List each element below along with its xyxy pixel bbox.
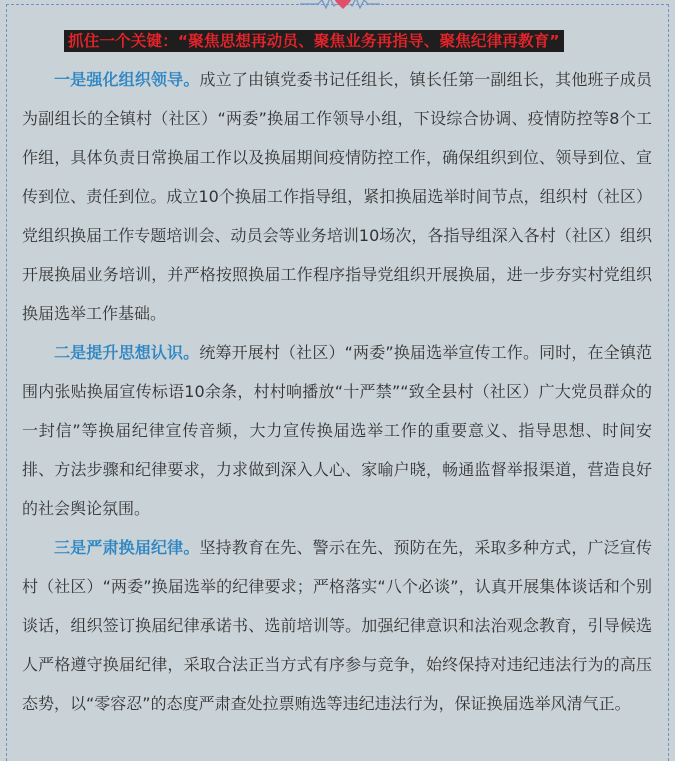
paragraph-organization [22,60,652,333]
paragraph-lead: 三是严肃换届纪律。 [54,538,200,557]
paragraph-discipline [22,528,652,723]
article-body [22,60,652,723]
paragraph-lead: 二是提升思想认识。 [54,343,200,362]
paragraph-lead: 一是强化组织领导。 [54,70,200,89]
paragraph-text: 坚持教育在先、警示在先、预防在先，采取多种方式，广泛宣传村（社区）“两委”换届选举的纪律要求；严格落实“八个必谈”，认真开展集体谈话和个别谈话，组织签订换届纪律承诺书、选前培训等。加强纪律意识和法治观念教育，引导候选人严格遵守换届纪律，采取合法正当方式有序参与竞争，始终保持对违纪违法行为的高压态势，以“零容忍”的态度严肃查处拉票贿选等违纪违法行为，保证换届选举风清气正。 [22,538,652,713]
heartbeat-heart-icon [0,0,675,10]
section-title: 抓住一个关键：“聚焦思想再动员、聚焦业务再指导、聚焦纪律再教育” [64,30,564,52]
paragraph-ideology [22,333,652,528]
paragraph-text: 统筹开展村（社区）“两委”换届选举宣传工作。同时，在全镇范围内张贴换届宣传标语10余条，村村响播放“十严禁”“致全县村（社区）广大党员群众的一封信”等换届纪律宣传音频，大力宣传换届选举工作的重要意义、指导思想、时间安排、方法步骤和纪律要求，力求做到深入人心、家喻户晓，畅通监督举报渠道，营造良好的社会舆论氛围。 [22,343,652,518]
paragraph-text: 成立了由镇党委书记任组长，镇长任第一副组长，其他班子成员为副组长的全镇村（社区）“两委”换届工作领导小组，下设综合协调、疫情防控等8个工作组，具体负责日常换届工作以及换届期间疫情防控工作，确保组织到位、领导到位、宣传到位、责任到位。成立10个换届工作指导组，紧扣换届选举时间节点，组织村（社区）党组织换届工作专题培训会、动员会等业务培训10场次，各指导组深入各村（社区）组织开展换届业务培训，并严格按照换届工作程序指导党组织开展换届，进一步夯实村党组织换届选举工作基础。 [22,70,652,323]
